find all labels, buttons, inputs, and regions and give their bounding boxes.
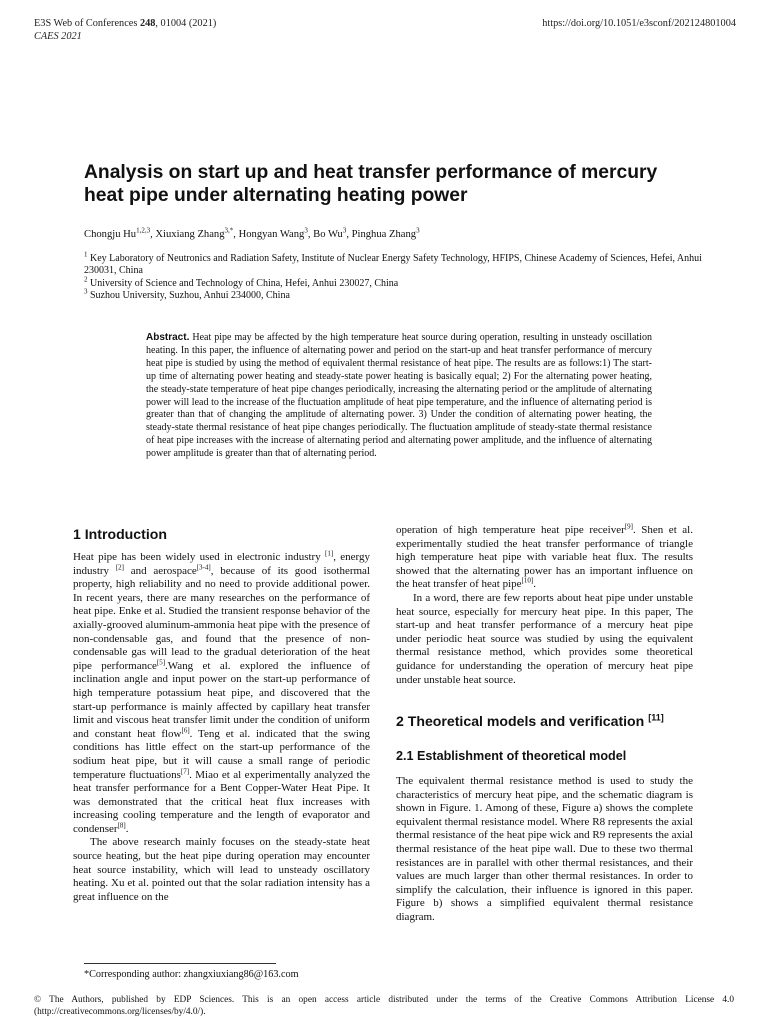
title-line: Analysis on start up and heat transfer performance of mercury (84, 162, 658, 183)
affiliation-list (84, 250, 724, 303)
journal-article-number: , 01004 (2021) (155, 18, 217, 29)
author-name: Hongyan Wang (238, 229, 305, 240)
citation-reference[interactable]: [5] (156, 658, 166, 667)
author-name: Pinghua Zhang (351, 229, 417, 240)
intro-paragraph: In a word, there are few reports about heat pipe under unstable heat source, especially for mercury heat pipe. In this paper, The start-up and heat transfer performance of a mercury heat pipe under periodic heat source was studied by using the equivalent thermal resistance method, which provides some theoretical guidance for understanding the operation of mercury heat pipe under unstable heat source. (396, 591, 693, 686)
citation-reference[interactable]: [3-4] (196, 562, 211, 571)
section-paragraph: The equivalent thermal resistance method is used to study the characteristics of mercury heat pipe, and the schematic diagram is shown in Figure. 1. Among of these, Figure a) shows the complete equivalent thermal resistance model. Where R8 represents the axial thermal resistance of the heat pipe wick and R9 represents the axial thermal resistance of the heat pipe wall. Due to these two thermal resistances are in parallel with other thermal resistances, and their values are much larger than other thermal resistances. In order to simplify the calculation, their influence is ignored in this paper. Figure b) shows a simplified equivalent thermal resistance diagram. (396, 775, 693, 923)
citation-reference[interactable]: [10] (521, 576, 534, 585)
journal-citation (34, 17, 216, 30)
doi-link[interactable]: https://doi.org/10.1051/e3sconf/202124801004 (542, 18, 736, 29)
intro-paragraph (73, 551, 370, 836)
right-column (396, 524, 693, 687)
abstract-text: Heat pipe may be affected by the high temperature heat source during operation, resulting in unsteady oscillation heating. In this paper, the influence of alternating power and period on the start-up and heat transfer performance of mercury heat pipe is studied by using the method of equivalent thermal resistance of heat pipe. The results are as follows:1) The start-up time of alternating power heating and steady-state power heating is basically equal; 2) For the alternating power heating, the steady-state temperature of heat pipe changes periodically, increasing the alternating period or the amplitude of alternating power will lead to the increase of the fluctuation amplitude of heat pipe temperature, and the influence of alternating period is greater than that of changing the amplitude of alternating power. 3) Under the condition of alternating power heating, the steady-state thermal resistance of heat pipe changes periodically. The fluctuation amplitude of steady-state thermal resistance of heat pipe increases with the increase of alternating period and alternating power amplitude, and the influence of alternating power amplitude is greater than that of alternating period. (146, 332, 652, 460)
paragraph-text: . Teng et al. indicated that the swing conditions has little effect on the start-up performance of the sodium heat pipe, but it will cause a small range of periodic temperature fluctuations (73, 727, 370, 781)
section-heading-theoretical-models: 2 Theoretical models and verification [11] (396, 712, 664, 729)
paragraph-text: operation of high temperature heat pipe receiver (396, 524, 625, 536)
citation-reference[interactable]: [7] (180, 766, 190, 775)
author-list: Chongju Hu$^{1,2,3}$, Xiuxiang Zhang$^{3,*}$, Hongyan Wang$^3$, Bo Wu$^3$, Pinghua Zhang$^3$ (84, 226, 420, 240)
author-affiliation-marker: 3 (342, 226, 347, 235)
abstract (146, 332, 652, 461)
citation-reference[interactable]: [6] (181, 726, 190, 735)
paragraph-text: , because of its good isothermal property, high reliability and no need to provide additional power. In recent years, there are many researches on the performance of heat pipe. Enke et al. Studied the transient response behavior of the axially-grooved aluminum-ammonia heat pipe with the presence of non-condensable gas, and found that the presence of non-condensable gas will lead to the gradual deterioration of the heat pipe performance (73, 564, 370, 672)
abstract-label: Abstract. (146, 332, 190, 343)
conference-name: CAES 2021 (34, 31, 82, 42)
author-affiliation-marker: 3 (416, 226, 420, 235)
paragraph-text: . Shen et al. experimentally studied the heat transfer performance of triangle high temperature heat pipe with variable heat flux. The results showed that the alternating power has an important influence on the heat transfer of heat pipe (396, 524, 693, 591)
author-name: Bo Wu (313, 229, 343, 240)
paragraph-text: . Miao et al experimentally analyzed the heat transfer performance for a Bent Copper-Water Heat Pipe. It was demonstrated that the critical heat flux increases with increasing cooling temperature and the length of evaporator and condenser (73, 768, 370, 835)
author-name: Chongju Hu (84, 229, 137, 240)
author-affiliation-marker: 3 (304, 226, 308, 235)
citation-reference[interactable]: [8] (117, 821, 126, 830)
paragraph-text: . (125, 822, 129, 835)
author-name: Xiuxiang Zhang (155, 229, 225, 240)
corresponding-author-footnote: *Corresponding author: zhangxiuxiang86@163.com (84, 969, 299, 980)
intro-paragraph (396, 524, 693, 592)
footnote-divider (84, 963, 276, 964)
paragraph-text: . (533, 578, 536, 591)
affiliation: $^3$ Suzhou University, Suzhou, Anhui 234000, China (84, 287, 290, 302)
paragraph-text: and aerospace (123, 564, 197, 577)
title-line: heat pipe under alternating heating power (84, 185, 468, 206)
journal-volume: 248 (139, 18, 156, 29)
citation-reference[interactable]: [1] (325, 549, 334, 558)
citation-reference[interactable]: [9] (624, 522, 633, 531)
author-affiliation-marker: 1,2,3 (136, 226, 151, 235)
right-column-section (396, 775, 693, 925)
paper-title (84, 161, 714, 207)
affiliation: $^1$ Key Laboratory of Neutronics and Radiation Safety, Institute of Nuclear Energy Safety Technology, HFIPS, Chinese Academy of Sciences, Hefei, Anhui 230031, China (84, 250, 702, 277)
affiliation: $^2$ University of Science and Technology of China, Hefei, Anhui 230027, China (84, 275, 399, 289)
paragraph-text: , energy industry (73, 551, 370, 577)
paragraph-text: .Wang et al. explored the influence of inclination angle and input power on the start-up performance of high temperature potassium heat pipe, and discovered that the start-up performance is mainly affected by capillary heat transfer limit and viscous heat transfer limit under the condition of uniform and constant heat flow (73, 659, 370, 740)
intro-paragraph: The above research mainly focuses on the steady-state heat source heating, but the heat pipe during operation may encounter heat source instability, which will lead to unsteady oscillatory heating. Xu et al. pointed out that the solar radiation intensity has a great influence on the (73, 836, 370, 903)
journal-name: E3S Web of Conferences (34, 18, 140, 29)
paragraph-text: Heat pipe has been widely used in electronic industry (73, 551, 326, 563)
license-notice: © The Authors, published by EDP Sciences. This is an open access article distributed under the terms of the Creative Commons Attribution License 4.0 (http://creativecommons.org/licenses/by/4.0/). (34, 995, 734, 1017)
section-heading-introduction: 1 Introduction (73, 526, 167, 542)
subsection-heading-theoretical-model: 2.1 Establishment of theoretical model (396, 749, 627, 763)
citation-reference[interactable]: [2] (115, 562, 124, 571)
left-column (73, 551, 370, 904)
author-affiliation-marker: 3,* (224, 226, 234, 235)
citation-reference[interactable]: [11] (648, 712, 664, 723)
